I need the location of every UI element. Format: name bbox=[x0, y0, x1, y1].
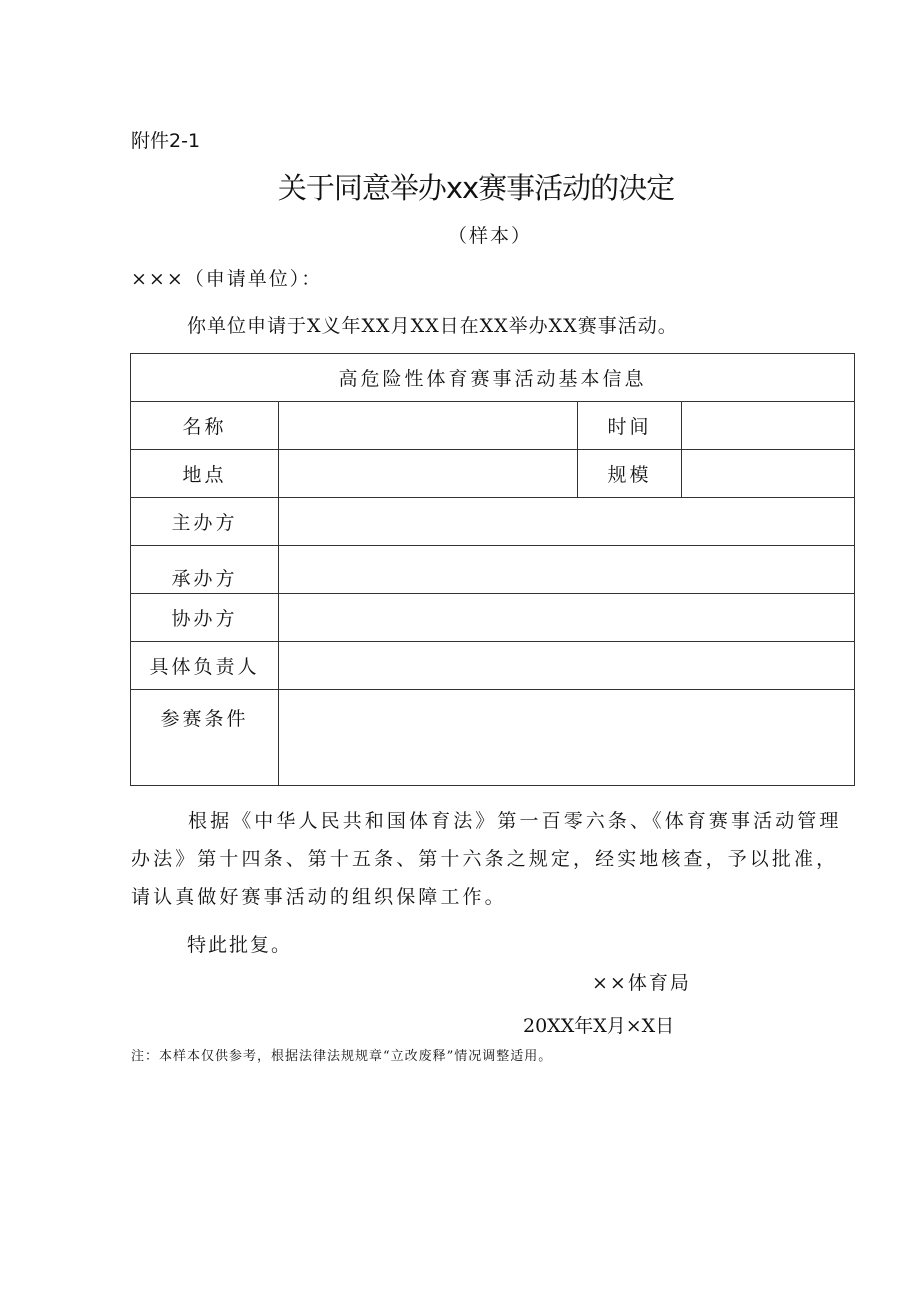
undertaker-label: 承办方 bbox=[131, 546, 279, 594]
attachment-label: 附件2-1 bbox=[131, 130, 201, 152]
document-title: 关于同意举办xx赛事活动的决定 bbox=[277, 171, 675, 205]
footnote: 注：本样本仅供参考，根据法律法规规章“立改废释”情况调整适用。 bbox=[131, 1049, 553, 1064]
co-organizer-label: 协办方 bbox=[131, 594, 279, 642]
table-caption: 高危险性体育赛事活动基本信息 bbox=[131, 354, 855, 402]
participation-conditions-value bbox=[279, 690, 855, 786]
scale-label: 规模 bbox=[578, 450, 682, 498]
addressee: ×××（申请单位）： bbox=[131, 268, 323, 290]
time-value bbox=[682, 402, 855, 450]
organizer-value bbox=[279, 498, 855, 546]
scale-value bbox=[682, 450, 855, 498]
undertaker-value bbox=[279, 546, 855, 594]
participation-conditions-label: 参赛条件 bbox=[131, 690, 279, 786]
event-info-table bbox=[130, 353, 855, 786]
time-label: 时间 bbox=[578, 402, 682, 450]
responsible-person-value bbox=[279, 642, 855, 690]
name-value bbox=[279, 402, 578, 450]
location-label: 地点 bbox=[131, 450, 279, 498]
responsible-person-label: 具体负责人 bbox=[131, 642, 279, 690]
location-value bbox=[279, 450, 578, 498]
sample-label: （样本） bbox=[447, 225, 532, 247]
co-organizer-value bbox=[279, 594, 855, 642]
issue-date: 20XX年X月×X日 bbox=[523, 1015, 675, 1037]
intro-paragraph: 你单位申请于X义年XX月XX日在XX举办XX赛事活动。 bbox=[187, 315, 678, 337]
body-paragraph: 根据《中华人民共和国体育法》第一百零六条、《体育赛事活动管理办法》第十四条、第十五条、第十六条之规定，经实地核查，予以批准，请认真做好赛事活动的组织保障工作。 bbox=[131, 810, 842, 908]
organizer-label: 主办方 bbox=[131, 498, 279, 546]
name-label: 名称 bbox=[131, 402, 279, 450]
special-reply: 特此批复。 bbox=[187, 934, 293, 956]
issuer-name: ××体育局 bbox=[592, 972, 691, 994]
